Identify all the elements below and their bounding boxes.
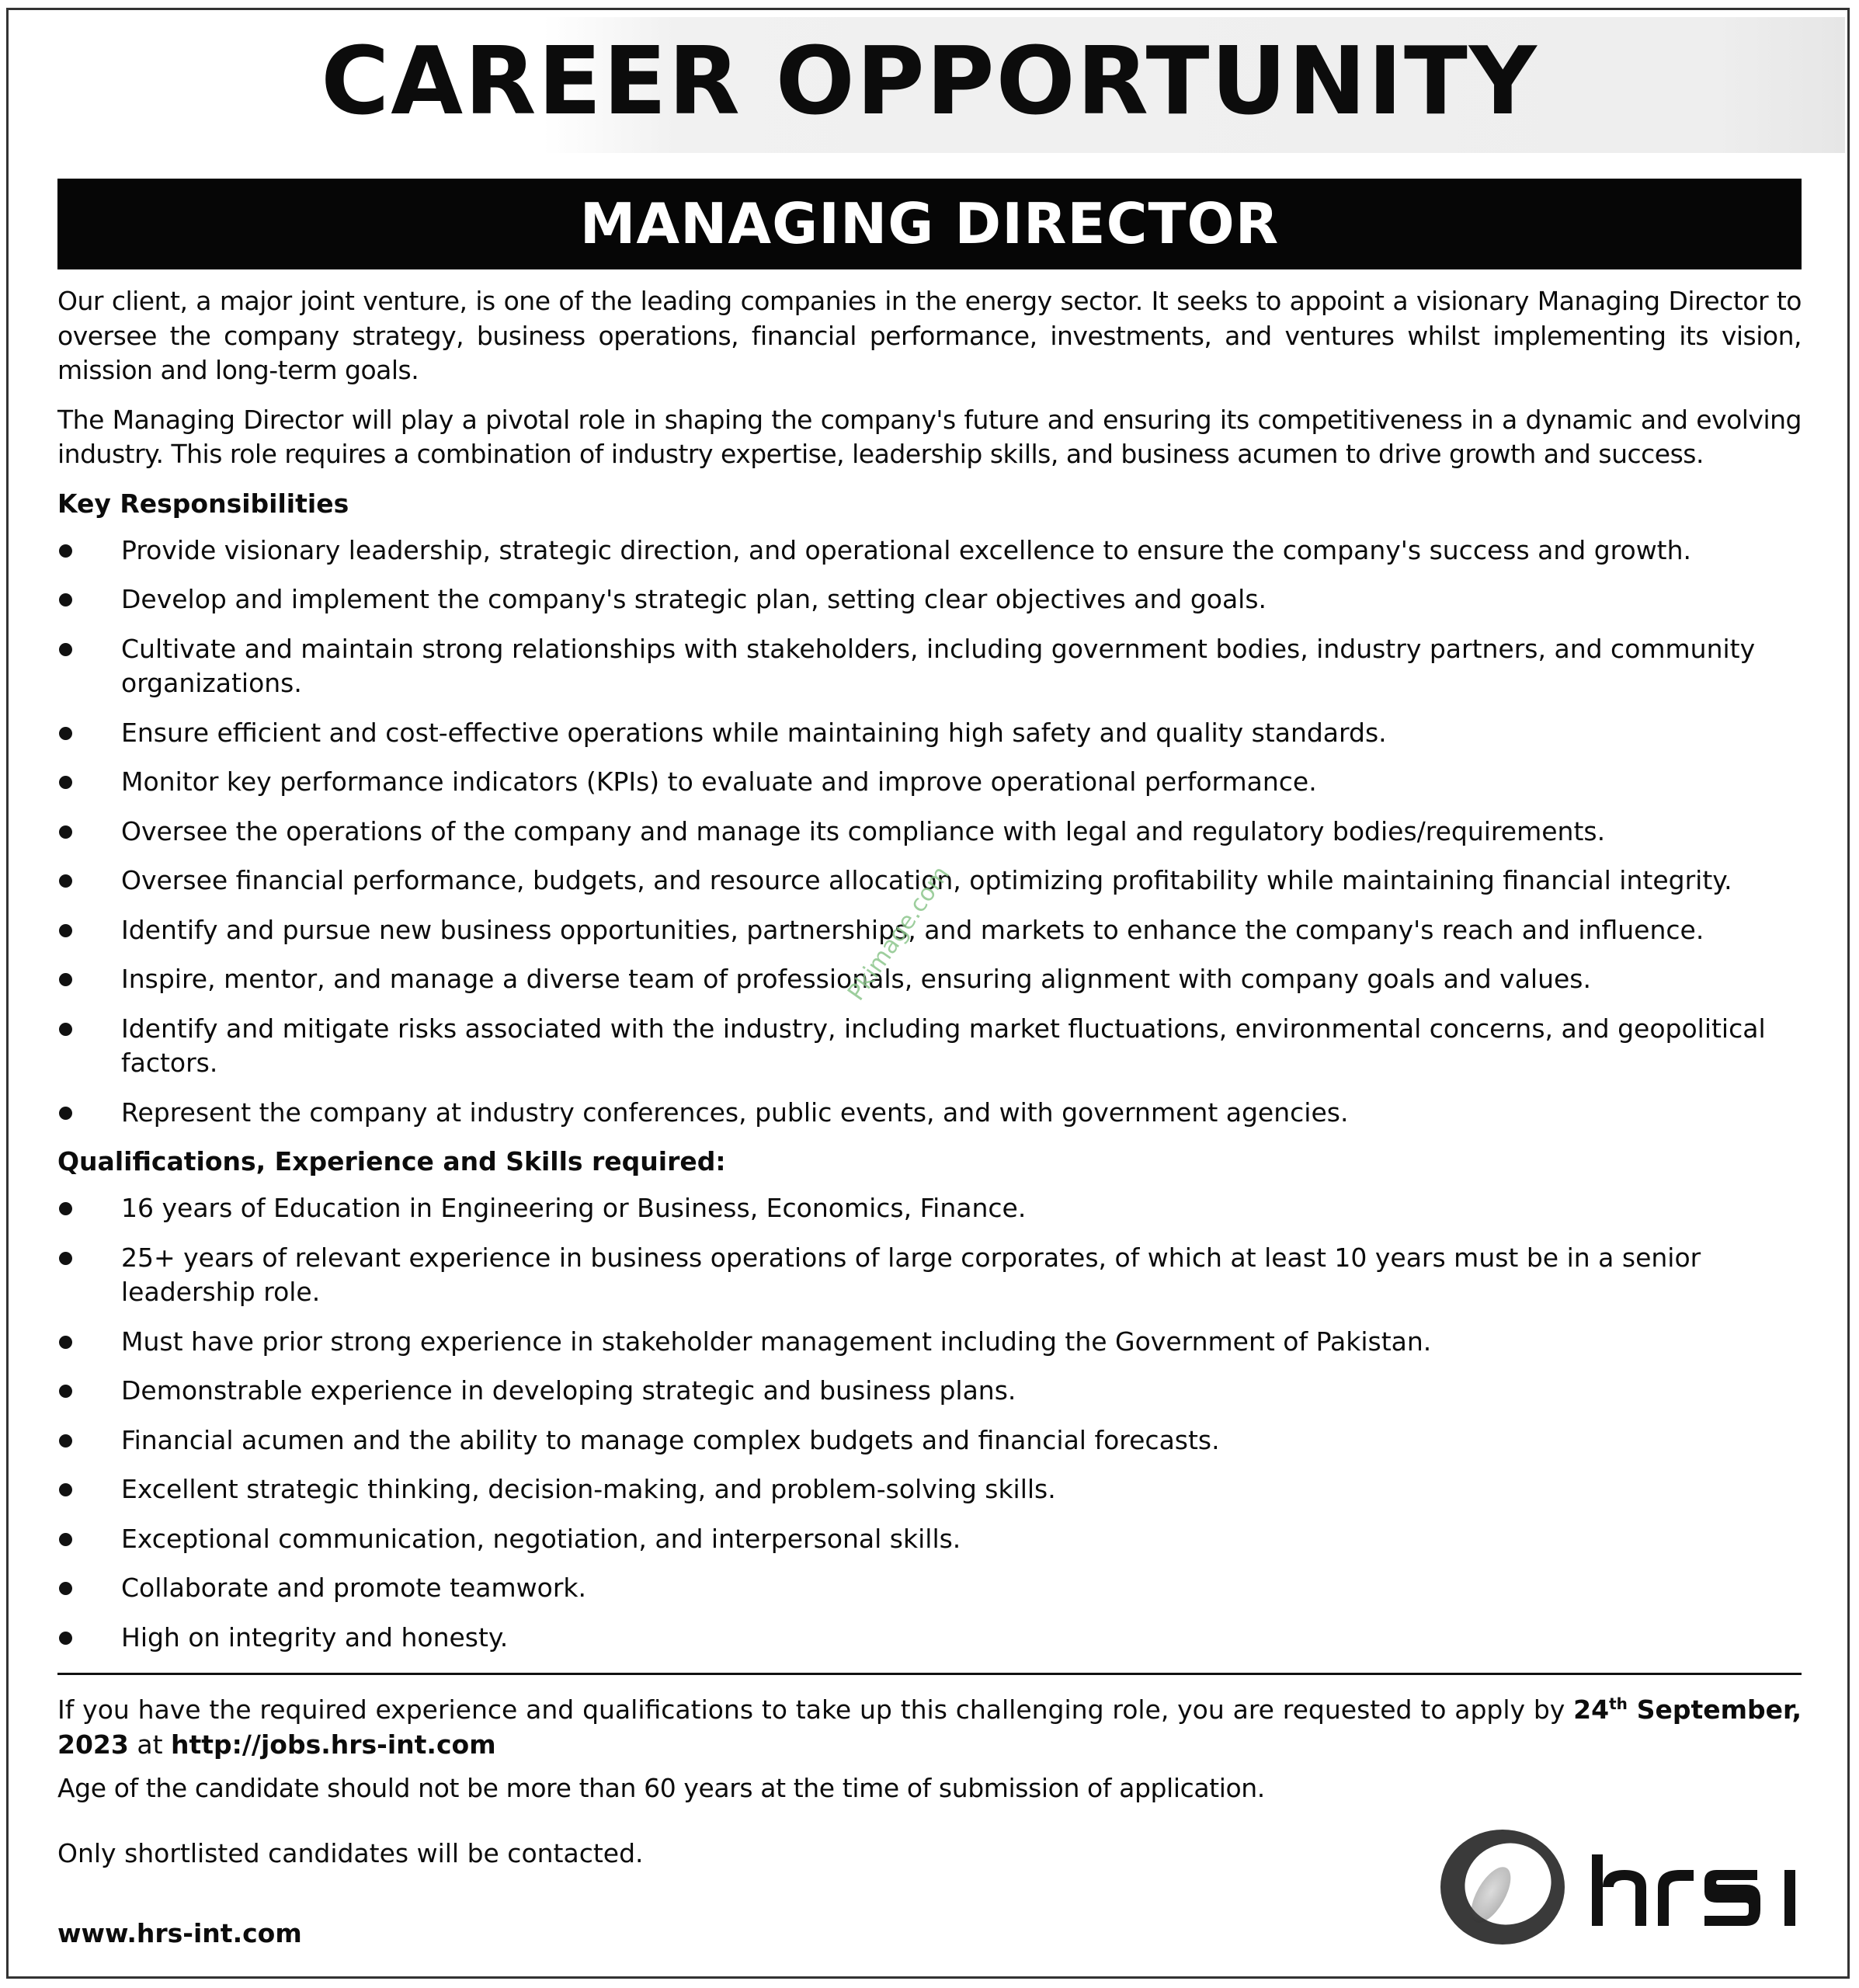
bullet-icon xyxy=(59,1336,72,1349)
bullet-icon xyxy=(59,1632,72,1645)
bullet-icon xyxy=(59,1023,72,1036)
list-item xyxy=(57,1374,1802,1409)
age-requirement: Age of the candidate should not be more than 60 years at the time of submission of application. xyxy=(57,1773,1265,1803)
list-item xyxy=(57,815,1802,850)
list-item xyxy=(57,632,1802,701)
list-item xyxy=(57,582,1802,617)
bullet-icon xyxy=(59,643,72,656)
list-item xyxy=(57,533,1802,568)
list-item-text: 25+ years of relevant experience in business operations of large corporates, of which at least 10 years must be in a senior leadership role. xyxy=(121,1242,1701,1307)
list-item xyxy=(57,1012,1802,1081)
list-item-text: Must have prior strong experience in stakeholder management including the Government of Pakistan. xyxy=(121,1326,1432,1357)
responsibilities-heading: Key Responsibilities xyxy=(57,488,349,519)
apply-instructions xyxy=(57,1687,1802,1762)
list-item xyxy=(57,716,1802,751)
list-item xyxy=(57,1571,1802,1606)
list-item-text: Develop and implement the company's strategic plan, setting clear objectives and goals. xyxy=(121,584,1267,614)
list-item-text: Oversee financial performance, budgets, and resource allocation, optimizing profitability while maintaining financial integrity. xyxy=(121,865,1732,895)
list-item xyxy=(57,1191,1802,1226)
bullet-icon xyxy=(59,776,72,789)
list-item-text: Collaborate and promote teamwork. xyxy=(121,1573,587,1603)
logo-wordmark xyxy=(1592,1854,1795,1926)
list-item xyxy=(57,1241,1802,1310)
bullet-icon xyxy=(59,973,72,986)
apply-link[interactable]: http://jobs.hrs-int.com xyxy=(171,1729,496,1760)
bullet-icon xyxy=(59,544,72,558)
divider xyxy=(57,1673,1802,1675)
page-title: CAREER OPPORTUNITY xyxy=(321,28,1538,136)
bullet-icon xyxy=(59,1252,72,1265)
bullet-icon xyxy=(59,727,72,740)
list-item-text: Financial acumen and the ability to manage complex budgets and financial forecasts. xyxy=(121,1424,1220,1455)
bullet-icon xyxy=(59,593,72,606)
watermark: Pkimage.com xyxy=(843,861,955,1006)
intro-paragraph: Our client, a major joint venture, is one of the leading companies in the energy sector. It seeks to appoint a visionary Managing Director to oversee the company strategy, business operations, financial performance, investments, and ventures whilst implementing its vision, mission and long-term goals. xyxy=(57,286,1802,385)
list-item-text: Cultivate and maintain strong relationships with stakeholders, including government bodies, industry partners, and community organizations. xyxy=(121,633,1756,698)
list-item-text: Identify and mitigate risks associated with the industry, including market fluctuations, environmental concerns, and geopolitical factors. xyxy=(121,1013,1766,1078)
list-item-text: Inspire, mentor, and manage a diverse team of professionals, ensuring alignment with company goals and values. xyxy=(121,964,1591,994)
list-item xyxy=(57,913,1802,948)
list-item-text: Provide visionary leadership, strategic direction, and operational excellence to ensure the company's success and growth. xyxy=(121,534,1692,565)
bullet-icon xyxy=(59,1202,72,1215)
list-item-text: Monitor key performance indicators (KPIs) to evaluate and improve operational performance. xyxy=(121,766,1317,797)
bullet-icon xyxy=(59,874,72,888)
list-item xyxy=(57,765,1802,800)
bullet-icon xyxy=(59,1582,72,1595)
list-item xyxy=(57,1325,1802,1360)
position-banner: MANAGING DIRECTOR xyxy=(57,179,1802,269)
list-item-text: 16 years of Education in Engineering or Business, Economics, Finance. xyxy=(121,1193,1027,1223)
list-item-text: High on integrity and honesty. xyxy=(121,1621,509,1653)
bullet-icon xyxy=(59,1107,72,1120)
list-item xyxy=(57,1423,1802,1458)
at-text: at xyxy=(128,1729,171,1760)
deadline-suffix: th xyxy=(1609,1694,1628,1713)
bullet-icon xyxy=(59,1533,72,1546)
list-item xyxy=(57,1621,1802,1656)
shortlist-note: Only shortlisted candidates will be contacted. xyxy=(57,1837,644,1868)
responsibilities-list xyxy=(57,533,1802,1131)
bullet-icon xyxy=(59,1385,72,1398)
bullet-icon xyxy=(59,924,72,937)
list-item xyxy=(57,1096,1802,1131)
list-item-text: Identify and pursue new business opportunities, partnerships, and markets to enhance the company's reach and influence. xyxy=(121,914,1704,945)
bullet-icon xyxy=(59,1483,72,1496)
qualifications-list xyxy=(57,1191,1802,1655)
list-item-text: Ensure efficient and cost-effective operations while maintaining high safety and quality standards. xyxy=(121,717,1387,748)
list-item-text: Represent the company at industry conferences, public events, and with government agencies. xyxy=(121,1097,1349,1128)
website-link[interactable]: www.hrs-int.com xyxy=(57,1918,302,1948)
bullet-icon xyxy=(59,1434,72,1448)
hrsi-logo xyxy=(1437,1825,1809,1949)
list-item xyxy=(57,1472,1802,1507)
ad-body xyxy=(57,284,1802,1670)
list-item-text: Excellent strategic thinking, decision-making, and problem-solving skills. xyxy=(121,1474,1056,1504)
qualifications-heading: Qualifications, Experience and Skills required: xyxy=(57,1146,726,1176)
list-item-text: Oversee the operations of the company and manage its compliance with legal and regulatory bodies/requirements. xyxy=(121,815,1606,846)
bullet-icon xyxy=(59,825,72,839)
deadline-month-year: September, 2023 xyxy=(57,1694,1802,1760)
list-item-text: Exceptional communication, negotiation, and interpersonal skills. xyxy=(121,1523,961,1554)
apply-text: If you have the required experience and qualifications to take up this challenging role, you are requested to apply by xyxy=(57,1694,1574,1725)
list-item xyxy=(57,962,1802,997)
intro-paragraph: The Managing Director will play a pivotal role in shaping the company's future and ensuring its competitiveness in a dynamic and evolving industry. This role requires a combination of industry expertise, leadership skills, and business acumen to drive growth and success. xyxy=(57,404,1802,469)
deadline-day: 24 xyxy=(1573,1694,1610,1725)
list-item-text: Demonstrable experience in developing strategic and business plans. xyxy=(121,1375,1016,1406)
list-item xyxy=(57,1522,1802,1557)
